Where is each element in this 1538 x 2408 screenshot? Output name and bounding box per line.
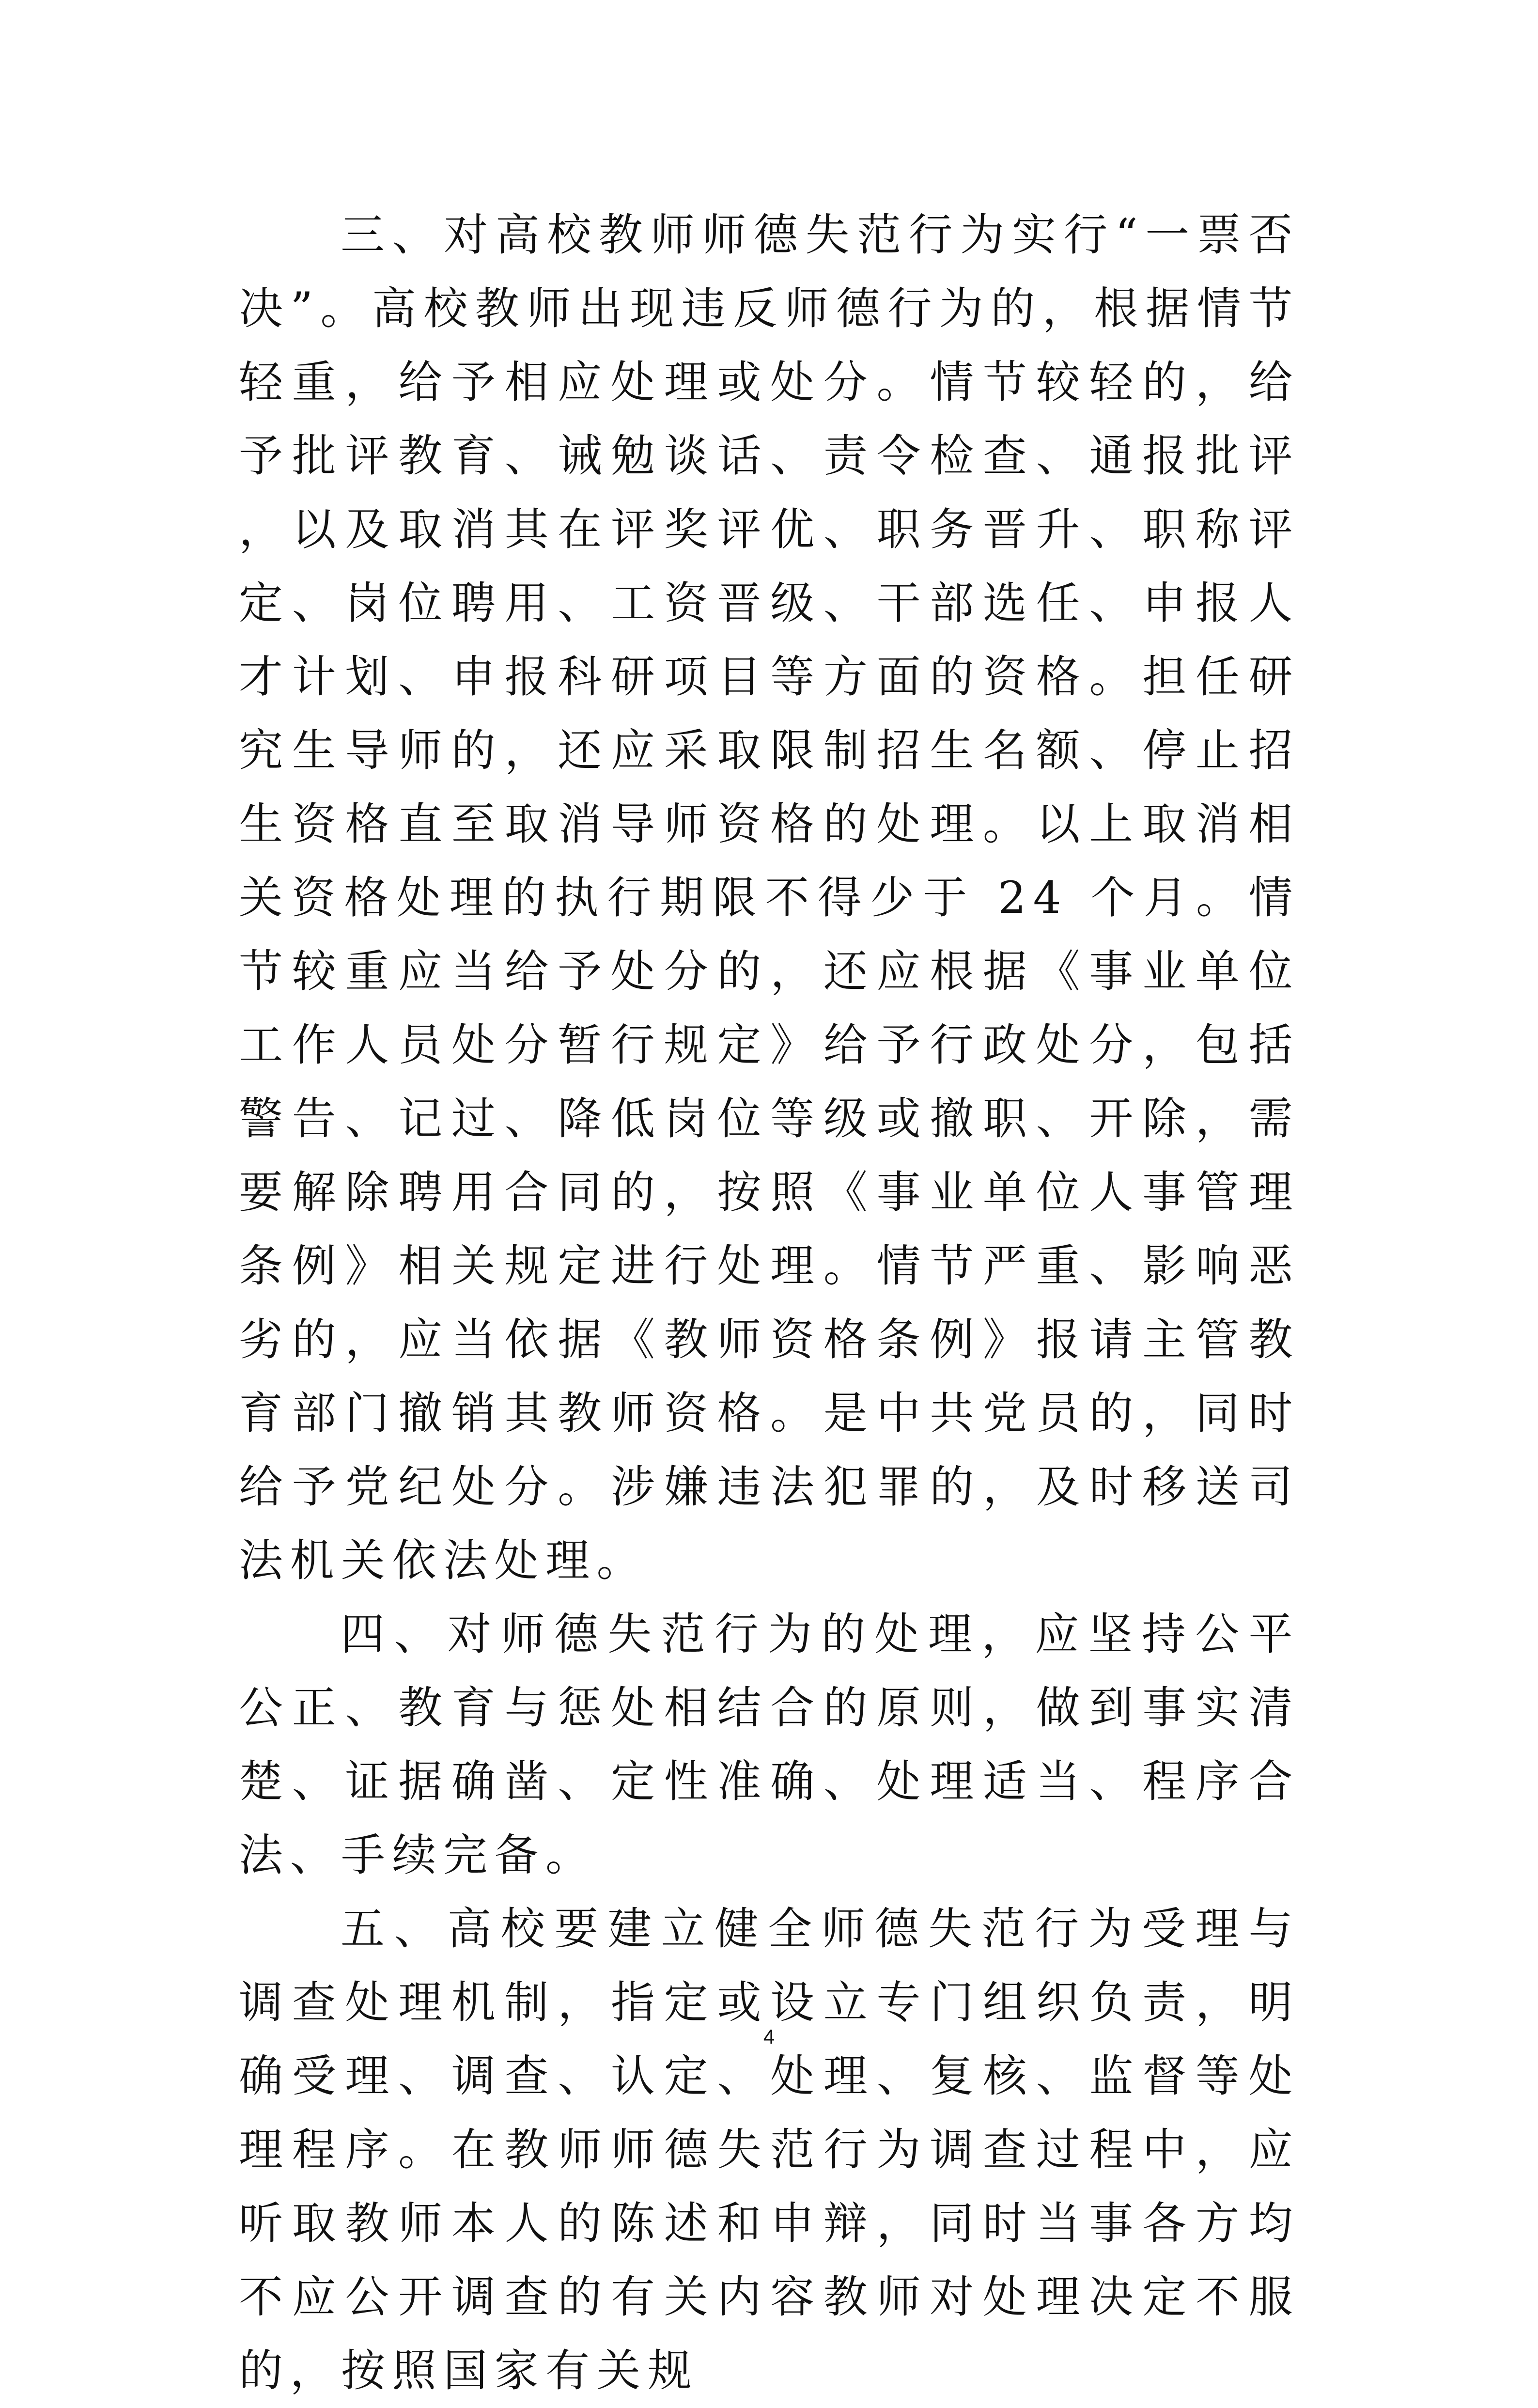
document-body	[239, 199, 1300, 2408]
paragraph-three: 三、对高校教师师德失范行为实行“一票否决”。高校教师出现违反师德行为的，根据情节轻重，给予相应处理或处分。情节较轻的，给予批评教育、诫勉谈话、责令检查、通报批评，以及取消其在评奖评优、职务晋升、职称评定、岗位聘用、工资晋级、干部选任、申报人才计划、申报科研项目等方面的资格。担任研究生导师的，还应采取限制招生名额、停止招生资格直至取消导师资格的处理。以上取消相关资格处理的执行期限不得少于 24 个月。情节较重应当给予处分的，还应根据《事业单位工作人员处分暂行规定》给予行政处分，包括警告、记过、降低岗位等级或撤职、开除，需要解除聘用合同的，按照《事业单位人事管理条例》相关规定进行处理。情节严重、影响恶劣的，应当依据《教师资格条例》报请主管教育部门撤销其教师资格。是中共党员的，同时给予党纪处分。涉嫌违法犯罪的，及时移送司法机关依法处理。	[239, 210, 1300, 1586]
page-number: 4	[763, 2025, 775, 2048]
paragraph-five: 五、高校要建立健全师德失范行为受理与调查处理机制，指定或设立专门组织负责，明确受理、调查、认定、处理、复核、监督等处理程序。在教师师德失范行为调查过程中，应听取教师本人的陈述和申辩，同时当事各方均不应公开调查的有关内容教师对处理决定不服的，按照国家有关规	[239, 1904, 1300, 2396]
paragraph-four: 四、对师德失范行为的处理，应坚持公平公正、教育与惩处相结合的原则，做到事实清楚、证据确凿、定性准确、处理适当、程序合法、手续完备。	[239, 1609, 1300, 1881]
